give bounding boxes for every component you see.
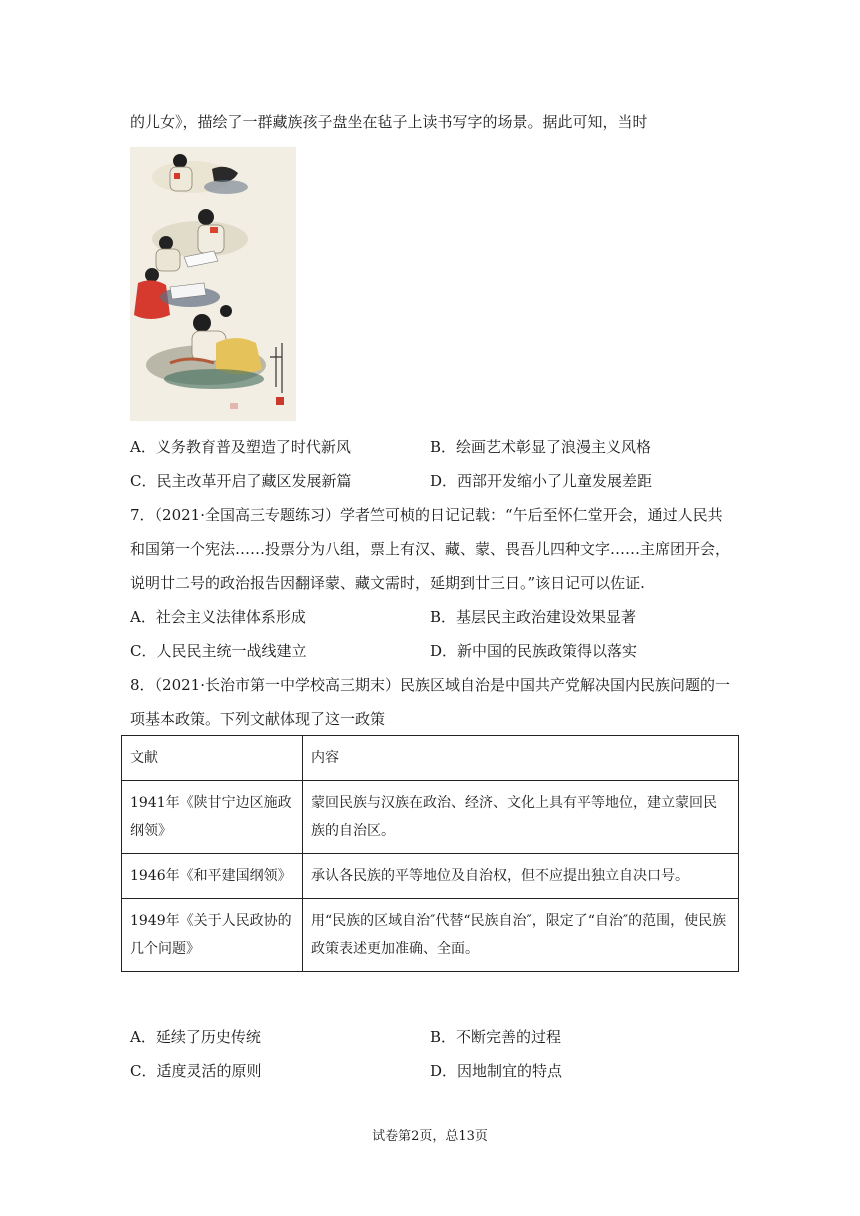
cell-content: 承认各民族的平等地位及自治权，但不应提出独立自决口号。 [303, 854, 739, 899]
header-document: 文献 [122, 736, 303, 781]
q7-stem-line-1: 7．（2021·全国高三专题练习）学者竺可桢的日记记载：“午后至怀仁堂开会，通过人民共 [130, 506, 723, 524]
q8-option-a[interactable]: A．延续了历史传统 [130, 1028, 261, 1046]
q6-option-c[interactable]: C．民主改革开启了藏区发展新篇 [130, 472, 352, 490]
q6-option-a[interactable]: A．义务教育普及塑造了时代新风 [130, 438, 351, 456]
cell-document: 1941年《陕甘宁边区施政纲领》 [122, 781, 303, 854]
q8-stem-line-2: 项基本政策。下列文献体现了这一政策 [130, 710, 386, 728]
q8-option-c[interactable]: C．适度灵活的原则 [130, 1062, 262, 1080]
q8-stem-line-1: 8．（2021·长治市第一中学校高三期末）民族区域自治是中国共产党解决国内民族问题的一 [130, 676, 730, 694]
painting-image [130, 147, 296, 421]
documents-table [121, 735, 739, 972]
table-row [122, 854, 739, 899]
header-content: 内容 [303, 736, 739, 781]
painting-tibetan-children-reading-icon [130, 147, 296, 421]
q7-option-a[interactable]: A．社会主义法律体系形成 [130, 608, 306, 626]
q8-option-b[interactable]: B．不断完善的过程 [430, 1028, 562, 1046]
table-header-row [122, 736, 739, 781]
q7-option-c[interactable]: C．人民民主统一战线建立 [130, 642, 307, 660]
table-row [122, 899, 739, 972]
q7-stem-line-2: 和国第一个宪法……投票分为八组，票上有汉、藏、蒙、畏吾儿四种文字……主席团开会， [130, 540, 731, 558]
cell-document: 1946年《和平建国纲领》 [122, 854, 303, 899]
cell-content: 用“民族的区域自治″代替“民族自治″，限定了“自治″的范围，使民族政策表述更加准确、全面。 [303, 899, 739, 972]
cell-document: 1949年《关于人民政协的几个问题》 [122, 899, 303, 972]
q6-option-b[interactable]: B．绘画艺术彰显了浪漫主义风格 [430, 438, 652, 456]
q8-option-d[interactable]: D．因地制宜的特点 [430, 1062, 563, 1080]
q7-option-b[interactable]: B．基层民主政治建设效果显著 [430, 608, 637, 626]
question6-stem-tail: 的儿女》，描绘了一群藏族孩子盘坐在毡子上读书写字的场景。据此可知，当时 [130, 113, 648, 131]
page-footer: 试卷第2页，总13页 [372, 1129, 488, 1144]
q7-stem-line-3: 说明廿二号的政治报告因翻译蒙、藏文需时，延期到廿三日。”该日记可以佐证. [130, 574, 645, 592]
cell-content: 蒙回民族与汉族在政治、经济、文化上具有平等地位，建立蒙回民族的自治区。 [303, 781, 739, 854]
table-row [122, 781, 739, 854]
q6-option-d[interactable]: D．西部开发缩小了儿童发展差距 [430, 472, 653, 490]
q7-option-d[interactable]: D．新中国的民族政策得以落实 [430, 642, 638, 660]
